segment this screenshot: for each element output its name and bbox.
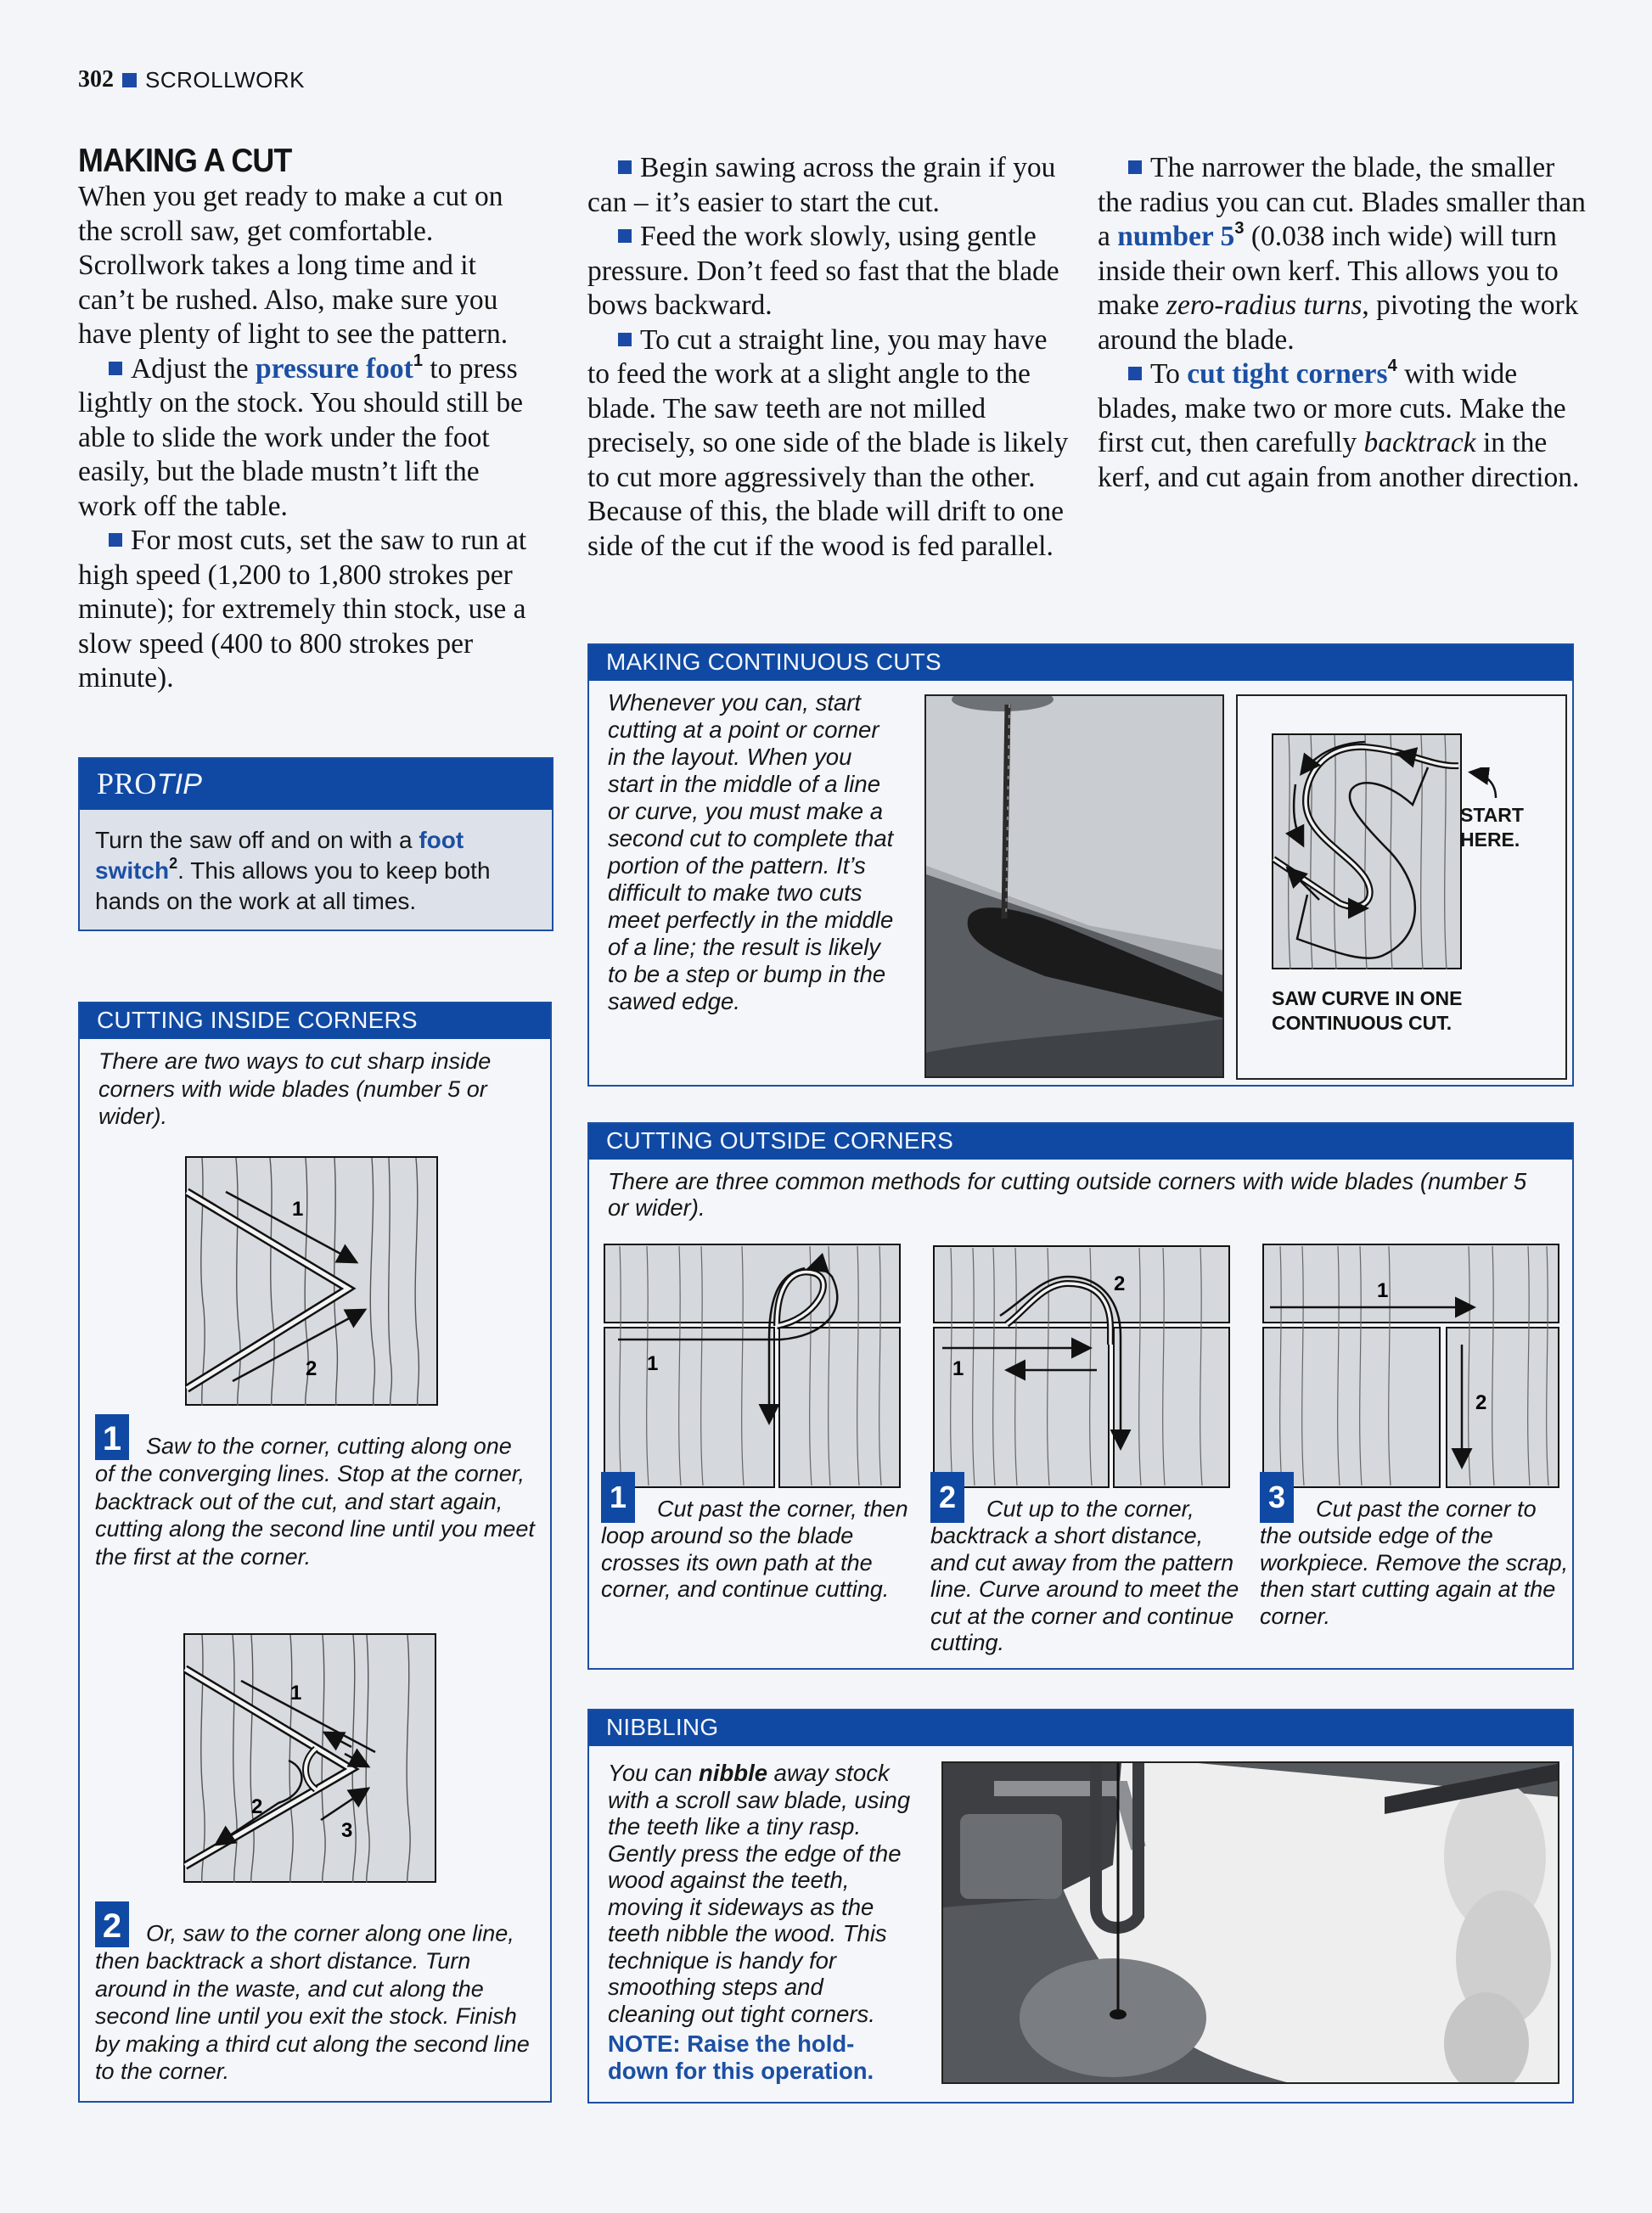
footnote-ref: 2 [169, 855, 178, 872]
inside-step-2: 2 Or, saw to the corner along one line, then backtrack a short distance. Turn around in the waste, and cut along the second line until you exit the stock. Finish by making a third cut along the second line to the corner. [95, 1901, 537, 2086]
s-curve-diagram [1272, 733, 1464, 973]
outside-corner-diagram-3 [1261, 1243, 1560, 1489]
bullet-paragraph: Adjust the pressure foot$^1$ to press lightly on the stock. You should still be able to slide the work under the foot easily, but the blade mustn’t lift the work off the table. [78, 351, 523, 522]
step-badge-1: 1 [95, 1414, 129, 1460]
outside-corners-title: CUTTING OUTSIDE CORNERS [589, 1124, 1572, 1160]
page-number: 302 [78, 66, 114, 93]
bullet-paragraph: Feed the work slowly, using gentle pressure. Don’t feed so fast that the blade bows backward. [587, 221, 1059, 321]
s-curve-diagram-frame [1236, 694, 1567, 1080]
curved-arrow-icon [1467, 767, 1509, 801]
emphasis: backtrack [1363, 427, 1476, 458]
bullet-paragraph: To cut a straight line, you may have to feed the work at a slight angle to the blade. The saw teeth are not milled precisely, so one side of the blade is likely to cut more aggressively than the other. Because of this, the blade will drift to one side of the cut if the wood is fed parallel. [587, 323, 1069, 562]
pro-tip-body: Turn the saw off and on with a foot switch$^2$. This allows you to keep both hands on the work at all times. [80, 810, 552, 930]
outside-corners-box [587, 1122, 1574, 1670]
nibbling-note: NOTE: Raise the hold-down for this operation. [608, 2030, 874, 2084]
footnote-ref: 3 [1234, 219, 1245, 238]
inside-corners-intro: There are two ways to cut sharp inside corners with wide blades (number 5 or wider). [98, 1048, 492, 1129]
footnote-ref: 1 [413, 351, 423, 370]
square-bullet-icon [122, 73, 137, 87]
pro-tip-title: PROTIP [80, 759, 552, 810]
label-1: 1 [647, 1352, 659, 1375]
keyword-cut-tight-corners: cut tight corners [1187, 358, 1388, 390]
square-bullet-icon [618, 160, 632, 174]
column-1 [78, 143, 537, 696]
start-here-label: START HERE. [1460, 804, 1524, 851]
photo-saw-blade [924, 694, 1224, 1078]
label-2: 2 [306, 1357, 317, 1380]
continuous-cuts-title: MAKING CONTINUOUS CUTS [589, 645, 1572, 681]
photo-saw-blade-illustration [926, 696, 1224, 1078]
column-2 [587, 151, 1071, 564]
outside-corner-diagram-2 [932, 1243, 1231, 1489]
bullet-paragraph: Begin sawing across the grain if you can – it’s easier to start the cut. [587, 152, 1056, 218]
step-badge-2: 2 [95, 1901, 129, 1947]
nibbling-text: You can nibble away stock with a scroll saw blade, using the teeth like a tiny rasp. Gently press the edge of the wood against the teeth, moving it sideways as the teeth nibble the wood. This technique is handy for smoothing steps and cleaning out tight corners. NOTE: Raise the hold-down for this operation. [608, 1760, 913, 2084]
emphasis: zero-radius turns [1166, 289, 1363, 321]
photo-nibbling [941, 1761, 1559, 2084]
label-1: 1 [292, 1198, 304, 1221]
label-1: 1 [952, 1357, 964, 1380]
section-title: SCROLLWORK [145, 66, 305, 93]
continuous-cuts-text: Whenever you can, start cutting at a point or corner in the layout. When you start in the middle of a line or curve, you must make a second cut to complete that portion of the pattern. It’s difficult to make two cuts meet perfectly in the middle of a line; the result is likely to be a step or bump in the sawed edge. [608, 689, 894, 1014]
step-badge-3: 3 [1260, 1472, 1294, 1523]
label-1: 1 [1377, 1279, 1389, 1302]
label-2: 2 [251, 1795, 263, 1818]
pro-tip-box [78, 757, 553, 931]
inside-step-1: 1 Saw to the corner, cutting along one of the converging lines. Stop at the corner, backtrack out of the cut, and start again, cutting along the second line until you meet the first at the corner. [95, 1414, 537, 1570]
outside-corner-diagram-1 [603, 1243, 902, 1489]
s-curve-caption: SAW CURVE IN ONE CONTINUOUS CUT. [1272, 987, 1463, 1034]
square-bullet-icon [109, 533, 122, 547]
intro-paragraph: When you get ready to make a cut on the scroll saw, get comfortable. Scrollwork takes a long time and it can’t be rushed. Also, make sure you have plenty of light to see the pattern. [78, 181, 509, 350]
column-3 [1098, 151, 1590, 495]
label-1: 1 [290, 1682, 302, 1705]
nibbling-title: NIBBLING [589, 1710, 1572, 1746]
footnote-ref: 4 [1387, 357, 1397, 375]
running-head [78, 66, 305, 93]
step-badge-1: 1 [601, 1472, 635, 1523]
inside-corner-diagram-2 [183, 1633, 438, 1884]
keyword-nibble: nibble [699, 1760, 768, 1786]
outside-step-2: 2 Cut up to the corner, backtrack a short distance, and cut away from the pattern line. Curve around to meet the cut at the corner and continue cutting. [930, 1472, 1245, 1657]
square-bullet-icon [1128, 160, 1142, 174]
square-bullet-icon [618, 333, 632, 346]
bullet-paragraph: For most cuts, set the saw to run at high speed (1,200 to 1,800 strokes per minute); for extremely thin stock, use a slow speed (400 to 800 strokes per minute). [78, 525, 527, 694]
square-bullet-icon [109, 362, 122, 375]
outside-step-3: 3 Cut past the corner to the outside edge of the workpiece. Remove the scrap, then start cutting again at the corner. [1260, 1472, 1574, 1630]
heading-making-a-cut: MAKING A CUT [78, 143, 292, 179]
keyword-number-5: number 5 [1117, 221, 1235, 252]
label-2: 2 [1114, 1272, 1126, 1295]
inside-corner-diagram-1 [185, 1156, 440, 1407]
step-badge-2: 2 [930, 1472, 964, 1523]
nibbling-box [587, 1709, 1574, 2103]
square-bullet-icon [1128, 367, 1142, 380]
inside-corners-box [78, 1002, 552, 2103]
label-2: 2 [1475, 1391, 1487, 1414]
outside-corners-intro: There are three common methods for cutting outside corners with wide blades (number 5 or wider). [608, 1168, 1527, 1221]
keyword-pressure-foot: pressure foot [256, 352, 413, 385]
keyword-foot-switch: foot switch [95, 827, 464, 884]
continuous-cuts-box [587, 643, 1574, 1087]
outside-step-1: 1 Cut past the corner, then loop around so the blade crosses its own path at the corner, and continue cutting. [601, 1472, 915, 1604]
label-3: 3 [341, 1819, 353, 1842]
bullet-paragraph: To cut tight corners$^4$ with wide blades, make two or more cuts. Make the first cut, then carefully backtrack in the kerf, and cut again from another direction. [1098, 357, 1580, 493]
bullet-paragraph: The narrower the blade, the smaller the radius you can cut. Blades smaller than a number $5^3$ (0.038 inch wide) will turn inside their own kerf. This allows you to make zero-radius turns, pivoting the work around the blade. [1098, 152, 1586, 356]
inside-corners-title: CUTTING INSIDE CORNERS [80, 1003, 550, 1039]
photo-nibbling-illustration [943, 1763, 1559, 2084]
square-bullet-icon [618, 229, 632, 243]
